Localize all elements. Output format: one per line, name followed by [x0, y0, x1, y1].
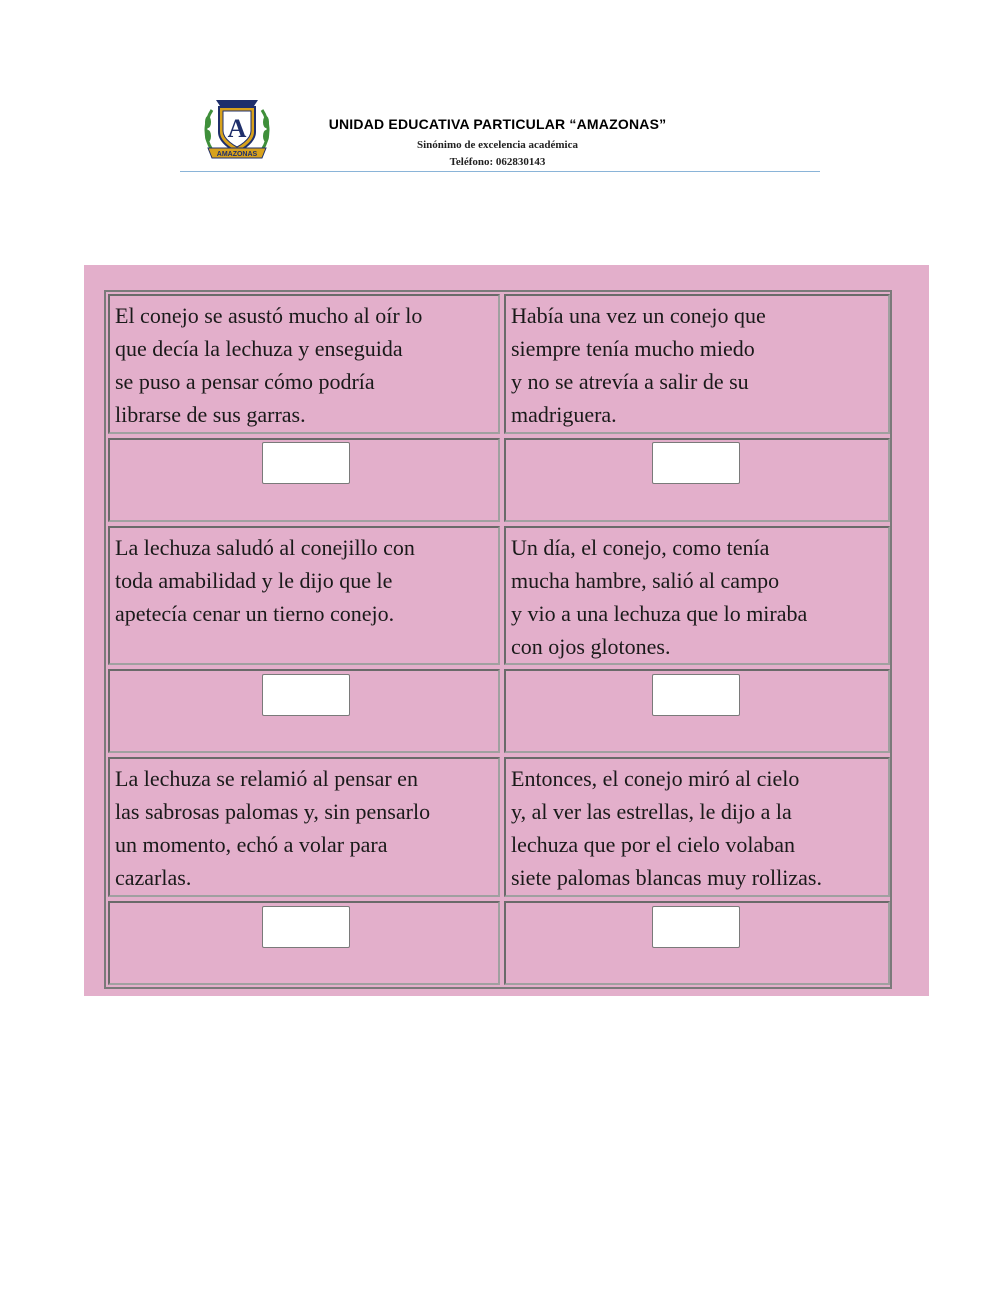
- ordering-activity-panel: [84, 265, 929, 996]
- header-divider: [180, 171, 820, 172]
- story-card-5: La lechuza se relamió al pensar en las sabrosas palomas y, sin pensarlo un momento, echó a volar para cazarlas.: [108, 757, 500, 897]
- story-card-1: El conejo se asustó mucho al oír lo que decía la lechuza y enseguida se puso a pensar cómo podría librarse de sus garras.: [108, 294, 500, 434]
- story-card-4: Un día, el conejo, como tenía mucha hambre, salió al campo y vio a una lechuza que lo miraba con ojos glotones.: [504, 526, 890, 665]
- story-card-2: Había una vez un conejo que siempre tenía mucho miedo y no se atrevía a salir de su madriguera.: [504, 294, 890, 434]
- order-input-6[interactable]: [652, 906, 740, 948]
- order-input-4[interactable]: [652, 674, 740, 716]
- svg-text:A: A: [227, 114, 247, 143]
- order-input-2[interactable]: [652, 442, 740, 484]
- school-motto: Sinónimo de excelencia académica: [416, 139, 578, 151]
- story-card-3: La lechuza saludó al conejillo con toda amabilidad y le dijo que le apetecía cenar un tierno conejo.: [108, 526, 500, 665]
- school-phone: Teléfono: 062830143: [449, 156, 546, 168]
- order-input-5[interactable]: [262, 906, 350, 948]
- school-name: UNIDAD EDUCATIVA PARTICULAR “AMAZONAS”: [328, 116, 667, 132]
- page-header: [0, 0, 1000, 180]
- story-card-6: Entonces, el conejo miró al cielo y, al ver las estrellas, le dijo a la lechuza que por el cielo volaban siete palomas blancas muy rollizas.: [504, 757, 890, 897]
- svg-text:AMAZONAS: AMAZONAS: [216, 151, 258, 158]
- order-input-3[interactable]: [262, 674, 350, 716]
- school-crest-icon: [202, 92, 272, 162]
- order-input-1[interactable]: [262, 442, 350, 484]
